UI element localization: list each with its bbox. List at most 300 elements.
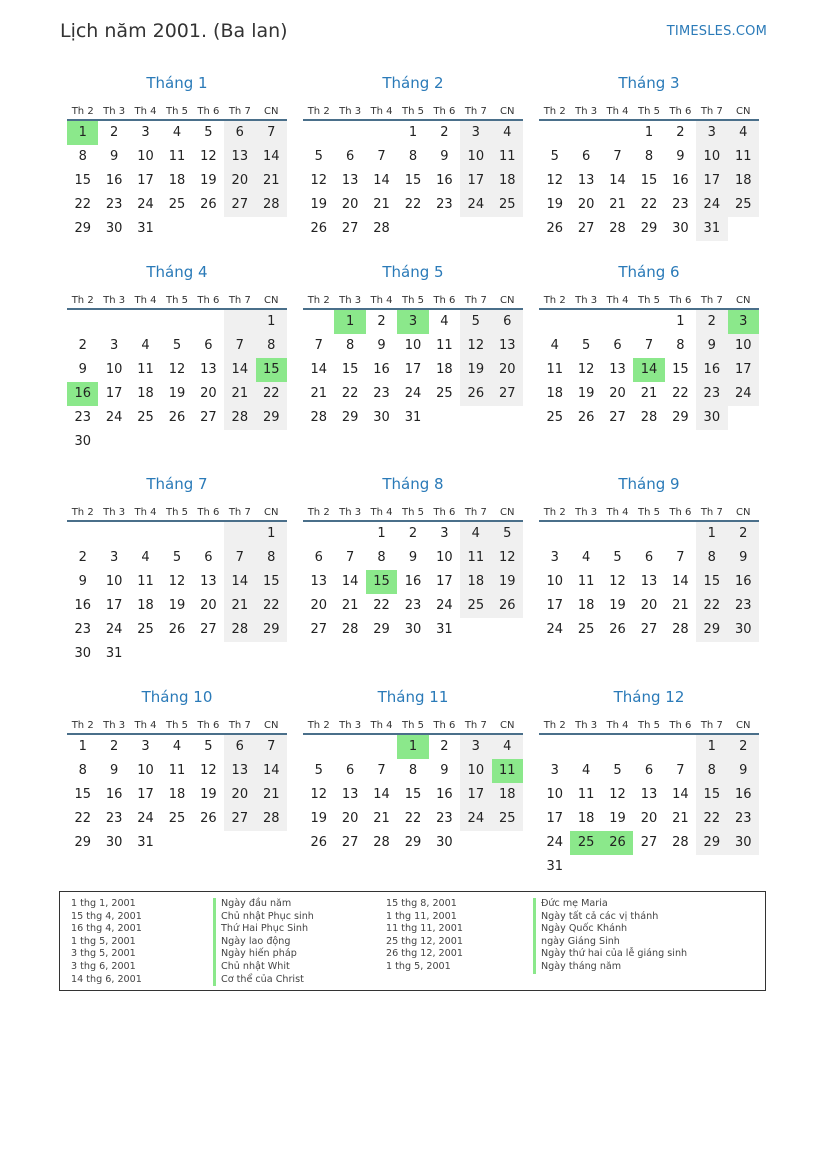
day-cell[interactable]: 22 xyxy=(341,386,359,401)
day-cell[interactable]: 18 xyxy=(137,598,154,613)
day-cell[interactable]: 14 xyxy=(224,358,255,382)
day-cell[interactable]: 11 xyxy=(577,787,595,802)
day-cell[interactable]: 24 xyxy=(728,382,759,406)
day-cell[interactable]: 12 xyxy=(310,787,327,802)
day-cell[interactable]: 2 xyxy=(728,735,759,759)
day-cell[interactable]: 20 xyxy=(609,386,626,401)
day-cell[interactable]: 10 xyxy=(137,763,154,778)
day-cell[interactable]: 9 xyxy=(377,338,386,353)
day-cell[interactable]: 9 xyxy=(109,763,119,778)
day-cell[interactable]: 10 xyxy=(105,574,123,589)
day-cell[interactable]: 8 xyxy=(78,763,87,778)
day-cell[interactable]: 2 xyxy=(440,125,449,140)
day-cell[interactable]: 13 xyxy=(224,759,255,783)
day-cell[interactable]: 11 xyxy=(728,145,759,169)
day-cell[interactable]: 31 xyxy=(105,646,123,661)
day-cell[interactable]: 9 xyxy=(676,149,685,164)
day-cell[interactable]: 23 xyxy=(105,811,123,826)
day-cell[interactable]: 1 xyxy=(644,125,654,140)
day-cell[interactable]: 10 xyxy=(105,362,123,377)
day-cell[interactable]: 1 xyxy=(67,121,98,145)
day-cell[interactable]: 30 xyxy=(436,835,453,850)
day-cell[interactable]: 27 xyxy=(577,221,595,236)
day-cell[interactable]: 6 xyxy=(492,310,523,334)
day-cell[interactable]: 9 xyxy=(78,574,87,589)
day-cell[interactable]: 3 xyxy=(397,310,428,334)
day-cell[interactable]: 5 xyxy=(492,522,523,546)
day-cell[interactable]: 15 xyxy=(696,783,727,807)
day-cell[interactable]: 21 xyxy=(672,811,689,826)
day-cell[interactable]: 8 xyxy=(377,550,386,565)
day-cell[interactable]: 6 xyxy=(581,149,591,164)
day-cell[interactable]: 10 xyxy=(696,145,727,169)
day-cell[interactable]: 29 xyxy=(74,835,91,850)
day-cell[interactable]: 19 xyxy=(609,598,626,613)
day-cell[interactable]: 4 xyxy=(460,522,491,546)
day-cell[interactable]: 7 xyxy=(224,546,255,570)
day-cell[interactable]: 18 xyxy=(168,787,186,802)
day-cell[interactable]: 12 xyxy=(577,362,595,377)
day-cell[interactable]: 12 xyxy=(310,173,327,188)
day-cell[interactable]: 17 xyxy=(105,386,123,401)
day-cell[interactable]: 6 xyxy=(644,550,654,565)
day-cell[interactable]: 13 xyxy=(224,145,255,169)
day-cell[interactable]: 22 xyxy=(373,598,390,613)
day-cell[interactable]: 19 xyxy=(200,787,217,802)
day-cell[interactable]: 17 xyxy=(728,358,759,382)
day-cell[interactable]: 18 xyxy=(577,598,595,613)
day-cell[interactable]: 28 xyxy=(256,193,287,217)
day-cell[interactable]: 4 xyxy=(581,550,591,565)
day-cell[interactable]: 12 xyxy=(492,546,523,570)
day-cell[interactable]: 21 xyxy=(640,386,658,401)
day-cell[interactable]: 9 xyxy=(696,334,727,358)
day-cell[interactable]: 27 xyxy=(224,807,255,831)
day-cell[interactable]: 10 xyxy=(436,550,453,565)
day-cell[interactable]: 1 xyxy=(256,522,287,546)
day-cell[interactable]: 3 xyxy=(440,526,449,541)
day-cell[interactable]: 29 xyxy=(404,835,422,850)
day-cell[interactable]: 2 xyxy=(78,550,87,565)
day-cell[interactable]: 21 xyxy=(224,382,255,406)
day-cell[interactable]: 12 xyxy=(609,574,626,589)
day-cell[interactable]: 20 xyxy=(200,386,217,401)
day-cell[interactable]: 29 xyxy=(640,221,658,236)
day-cell[interactable]: 7 xyxy=(256,121,287,145)
day-cell[interactable]: 14 xyxy=(256,145,287,169)
day-cell[interactable]: 28 xyxy=(256,807,287,831)
day-cell[interactable]: 5 xyxy=(204,739,213,754)
day-cell[interactable]: 23 xyxy=(436,197,453,212)
day-cell[interactable]: 30 xyxy=(672,221,689,236)
day-cell[interactable]: 9 xyxy=(440,763,449,778)
day-cell[interactable]: 3 xyxy=(460,121,491,145)
day-cell[interactable]: 2 xyxy=(109,125,119,140)
day-cell[interactable]: 28 xyxy=(373,835,390,850)
day-cell[interactable]: 22 xyxy=(696,594,727,618)
day-cell[interactable]: 17 xyxy=(404,362,422,377)
day-cell[interactable]: 16 xyxy=(728,783,759,807)
day-cell[interactable]: 13 xyxy=(341,787,359,802)
day-cell[interactable]: 12 xyxy=(200,149,217,164)
day-cell[interactable]: 11 xyxy=(168,763,186,778)
day-cell[interactable]: 29 xyxy=(74,221,91,236)
day-cell[interactable]: 21 xyxy=(341,598,359,613)
day-cell[interactable]: 15 xyxy=(74,787,91,802)
day-cell[interactable]: 22 xyxy=(74,811,91,826)
day-cell[interactable]: 21 xyxy=(609,197,626,212)
day-cell[interactable]: 4 xyxy=(172,739,182,754)
day-cell[interactable]: 16 xyxy=(696,358,727,382)
day-cell[interactable]: 16 xyxy=(436,173,453,188)
day-cell[interactable]: 25 xyxy=(577,622,595,637)
day-cell[interactable]: 27 xyxy=(640,622,658,637)
day-cell[interactable]: 28 xyxy=(609,221,626,236)
day-cell[interactable]: 4 xyxy=(728,121,759,145)
day-cell[interactable]: 10 xyxy=(546,787,563,802)
day-cell[interactable]: 28 xyxy=(640,410,658,425)
day-cell[interactable]: 11 xyxy=(168,149,186,164)
day-cell[interactable]: 26 xyxy=(602,831,633,855)
day-cell[interactable]: 17 xyxy=(460,169,491,193)
day-cell[interactable]: 13 xyxy=(341,173,359,188)
day-cell[interactable]: 11 xyxy=(137,574,154,589)
day-cell[interactable]: 3 xyxy=(696,121,727,145)
day-cell[interactable]: 16 xyxy=(436,787,453,802)
day-cell[interactable]: 19 xyxy=(546,197,563,212)
day-cell[interactable]: 22 xyxy=(640,197,658,212)
day-cell[interactable]: 2 xyxy=(440,739,449,754)
day-cell[interactable]: 2 xyxy=(377,314,386,329)
day-cell[interactable]: 4 xyxy=(492,735,523,759)
day-cell[interactable]: 26 xyxy=(310,835,327,850)
day-cell[interactable]: 23 xyxy=(74,410,91,425)
day-cell[interactable]: 13 xyxy=(310,574,327,589)
day-cell[interactable]: 12 xyxy=(609,787,626,802)
day-cell[interactable]: 23 xyxy=(105,197,123,212)
day-cell[interactable]: 26 xyxy=(200,197,217,212)
day-cell[interactable]: 11 xyxy=(577,574,595,589)
day-cell[interactable]: 24 xyxy=(546,622,563,637)
day-cell[interactable]: 22 xyxy=(74,197,91,212)
day-cell[interactable]: 15 xyxy=(256,358,287,382)
day-cell[interactable]: 7 xyxy=(377,763,386,778)
day-cell[interactable]: 16 xyxy=(672,173,689,188)
day-cell[interactable]: 1 xyxy=(696,735,727,759)
day-cell[interactable]: 15 xyxy=(341,362,359,377)
day-cell[interactable]: 26 xyxy=(200,811,217,826)
day-cell[interactable]: 23 xyxy=(728,594,759,618)
day-cell[interactable]: 15 xyxy=(404,173,422,188)
day-cell[interactable]: 8 xyxy=(408,149,418,164)
day-cell[interactable]: 21 xyxy=(310,386,327,401)
day-cell[interactable]: 30 xyxy=(74,434,91,449)
day-cell[interactable]: 3 xyxy=(728,310,759,334)
day-cell[interactable]: 9 xyxy=(728,546,759,570)
day-cell[interactable]: 13 xyxy=(609,362,626,377)
day-cell[interactable]: 4 xyxy=(581,763,591,778)
day-cell[interactable]: 5 xyxy=(613,763,622,778)
day-cell[interactable]: 18 xyxy=(728,169,759,193)
day-cell[interactable]: 15 xyxy=(696,570,727,594)
day-cell[interactable]: 24 xyxy=(546,835,563,850)
day-cell[interactable]: 2 xyxy=(408,526,418,541)
day-cell[interactable]: 5 xyxy=(613,550,622,565)
day-cell[interactable]: 23 xyxy=(373,386,390,401)
day-cell[interactable]: 4 xyxy=(141,550,150,565)
day-cell[interactable]: 20 xyxy=(224,169,255,193)
day-cell[interactable]: 19 xyxy=(310,811,327,826)
day-cell[interactable]: 27 xyxy=(640,835,658,850)
day-cell[interactable]: 1 xyxy=(676,314,685,329)
day-cell[interactable]: 26 xyxy=(546,221,563,236)
day-cell[interactable]: 2 xyxy=(696,310,727,334)
day-cell[interactable]: 5 xyxy=(172,338,182,353)
day-cell[interactable]: 5 xyxy=(550,149,559,164)
day-cell[interactable]: 30 xyxy=(728,831,759,855)
day-cell[interactable]: 14 xyxy=(373,787,390,802)
day-cell[interactable]: 21 xyxy=(224,594,255,618)
day-cell[interactable]: 14 xyxy=(310,362,327,377)
day-cell[interactable]: 10 xyxy=(137,149,154,164)
day-cell[interactable]: 24 xyxy=(696,193,727,217)
site-logo[interactable]: TIMESLES.COM xyxy=(666,24,767,39)
day-cell[interactable]: 19 xyxy=(577,386,595,401)
day-cell[interactable]: 18 xyxy=(492,169,523,193)
day-cell[interactable]: 17 xyxy=(137,787,154,802)
day-cell[interactable]: 27 xyxy=(200,410,217,425)
day-cell[interactable]: 25 xyxy=(168,811,186,826)
day-cell[interactable]: 27 xyxy=(224,193,255,217)
day-cell[interactable]: 30 xyxy=(105,835,123,850)
day-cell[interactable]: 20 xyxy=(640,598,658,613)
day-cell[interactable]: 30 xyxy=(696,406,727,430)
day-cell[interactable]: 27 xyxy=(200,622,217,637)
day-cell[interactable]: 24 xyxy=(105,622,123,637)
day-cell[interactable]: 14 xyxy=(609,173,626,188)
day-cell[interactable]: 17 xyxy=(460,783,491,807)
day-cell[interactable]: 4 xyxy=(440,314,449,329)
day-cell[interactable]: 1 xyxy=(397,735,428,759)
day-cell[interactable]: 28 xyxy=(672,622,689,637)
day-cell[interactable]: 29 xyxy=(341,410,359,425)
day-cell[interactable]: 5 xyxy=(204,125,213,140)
day-cell[interactable]: 23 xyxy=(696,382,727,406)
day-cell[interactable]: 12 xyxy=(460,334,491,358)
day-cell[interactable]: 14 xyxy=(672,574,689,589)
day-cell[interactable]: 15 xyxy=(256,570,287,594)
day-cell[interactable]: 5 xyxy=(314,763,323,778)
day-cell[interactable]: 26 xyxy=(460,382,491,406)
day-cell[interactable]: 20 xyxy=(492,358,523,382)
day-cell[interactable]: 28 xyxy=(373,221,390,236)
day-cell[interactable]: 18 xyxy=(546,386,563,401)
day-cell[interactable]: 26 xyxy=(168,410,186,425)
day-cell[interactable]: 25 xyxy=(492,193,523,217)
day-cell[interactable]: 27 xyxy=(492,382,523,406)
day-cell[interactable]: 31 xyxy=(436,622,453,637)
day-cell[interactable]: 14 xyxy=(341,574,359,589)
day-cell[interactable]: 4 xyxy=(492,121,523,145)
day-cell[interactable]: 2 xyxy=(78,338,87,353)
day-cell[interactable]: 31 xyxy=(696,217,727,241)
day-cell[interactable]: 18 xyxy=(168,173,186,188)
day-cell[interactable]: 2 xyxy=(728,522,759,546)
day-cell[interactable]: 12 xyxy=(200,763,217,778)
day-cell[interactable]: 31 xyxy=(546,859,563,874)
day-cell[interactable]: 14 xyxy=(633,358,664,382)
day-cell[interactable]: 25 xyxy=(492,807,523,831)
day-cell[interactable]: 30 xyxy=(404,622,422,637)
day-cell[interactable]: 11 xyxy=(460,546,491,570)
day-cell[interactable]: 14 xyxy=(373,173,390,188)
day-cell[interactable]: 20 xyxy=(310,598,327,613)
day-cell[interactable]: 16 xyxy=(404,574,422,589)
day-cell[interactable]: 13 xyxy=(492,334,523,358)
day-cell[interactable]: 8 xyxy=(78,149,87,164)
day-cell[interactable]: 28 xyxy=(672,835,689,850)
day-cell[interactable]: 19 xyxy=(609,811,626,826)
day-cell[interactable]: 6 xyxy=(644,763,654,778)
day-cell[interactable]: 31 xyxy=(137,221,154,236)
day-cell[interactable]: 21 xyxy=(672,598,689,613)
day-cell[interactable]: 22 xyxy=(672,386,689,401)
day-cell[interactable]: 18 xyxy=(460,570,491,594)
day-cell[interactable]: 16 xyxy=(373,362,390,377)
day-cell[interactable]: 21 xyxy=(256,169,287,193)
day-cell[interactable]: 20 xyxy=(341,811,359,826)
day-cell[interactable]: 19 xyxy=(200,173,217,188)
day-cell[interactable]: 16 xyxy=(105,173,123,188)
day-cell[interactable]: 13 xyxy=(640,574,658,589)
day-cell[interactable]: 28 xyxy=(224,406,255,430)
day-cell[interactable]: 11 xyxy=(436,338,453,353)
day-cell[interactable]: 13 xyxy=(577,173,595,188)
day-cell[interactable]: 27 xyxy=(341,835,359,850)
day-cell[interactable]: 3 xyxy=(109,550,119,565)
day-cell[interactable]: 5 xyxy=(172,550,182,565)
day-cell[interactable]: 17 xyxy=(105,598,123,613)
day-cell[interactable]: 1 xyxy=(377,526,386,541)
day-cell[interactable]: 27 xyxy=(310,622,327,637)
day-cell[interactable]: 18 xyxy=(137,386,154,401)
day-cell[interactable]: 14 xyxy=(224,570,255,594)
day-cell[interactable]: 13 xyxy=(640,787,658,802)
day-cell[interactable]: 13 xyxy=(200,362,217,377)
day-cell[interactable]: 10 xyxy=(460,145,491,169)
day-cell[interactable]: 15 xyxy=(404,787,422,802)
day-cell[interactable]: 25 xyxy=(436,386,453,401)
day-cell[interactable]: 15 xyxy=(672,362,689,377)
day-cell[interactable]: 4 xyxy=(172,125,182,140)
day-cell[interactable]: 26 xyxy=(492,594,523,618)
day-cell[interactable]: 19 xyxy=(310,197,327,212)
day-cell[interactable]: 1 xyxy=(78,739,87,754)
day-cell[interactable]: 8 xyxy=(345,338,355,353)
day-cell[interactable]: 24 xyxy=(137,197,154,212)
day-cell[interactable]: 29 xyxy=(256,406,287,430)
day-cell[interactable]: 17 xyxy=(546,811,563,826)
day-cell[interactable]: 8 xyxy=(256,334,287,358)
day-cell[interactable]: 6 xyxy=(314,550,323,565)
day-cell[interactable]: 12 xyxy=(546,173,563,188)
day-cell[interactable]: 16 xyxy=(74,598,91,613)
day-cell[interactable]: 12 xyxy=(168,362,186,377)
day-cell[interactable]: 25 xyxy=(168,197,186,212)
day-cell[interactable]: 1 xyxy=(408,125,418,140)
day-cell[interactable]: 3 xyxy=(109,338,119,353)
day-cell[interactable]: 20 xyxy=(341,197,359,212)
day-cell[interactable]: 7 xyxy=(644,338,654,353)
day-cell[interactable]: 15 xyxy=(74,173,91,188)
day-cell[interactable]: 22 xyxy=(696,807,727,831)
day-cell[interactable]: 9 xyxy=(440,149,449,164)
day-cell[interactable]: 8 xyxy=(256,546,287,570)
day-cell[interactable]: 17 xyxy=(137,173,154,188)
day-cell[interactable]: 3 xyxy=(141,125,150,140)
day-cell[interactable]: 29 xyxy=(672,410,689,425)
day-cell[interactable]: 16 xyxy=(105,787,123,802)
day-cell[interactable]: 6 xyxy=(204,550,213,565)
day-cell[interactable]: 23 xyxy=(672,197,689,212)
day-cell[interactable]: 8 xyxy=(644,149,654,164)
day-cell[interactable]: 5 xyxy=(460,310,491,334)
day-cell[interactable]: 22 xyxy=(404,811,422,826)
day-cell[interactable]: 6 xyxy=(224,121,255,145)
day-cell[interactable]: 5 xyxy=(314,149,323,164)
day-cell[interactable]: 17 xyxy=(546,598,563,613)
day-cell[interactable]: 27 xyxy=(341,221,359,236)
day-cell[interactable]: 29 xyxy=(696,618,727,642)
day-cell[interactable]: 15 xyxy=(366,570,397,594)
day-cell[interactable]: 7 xyxy=(314,338,323,353)
day-cell[interactable]: 8 xyxy=(676,338,685,353)
day-cell[interactable]: 7 xyxy=(377,149,386,164)
day-cell[interactable]: 16 xyxy=(728,570,759,594)
day-cell[interactable]: 26 xyxy=(168,622,186,637)
day-cell[interactable]: 23 xyxy=(74,622,91,637)
day-cell[interactable]: 30 xyxy=(373,410,390,425)
day-cell[interactable]: 11 xyxy=(546,362,563,377)
day-cell[interactable]: 20 xyxy=(224,783,255,807)
day-cell[interactable]: 24 xyxy=(137,811,154,826)
day-cell[interactable]: 31 xyxy=(137,835,154,850)
day-cell[interactable]: 1 xyxy=(334,310,365,334)
day-cell[interactable]: 27 xyxy=(609,410,626,425)
day-cell[interactable]: 22 xyxy=(256,382,287,406)
day-cell[interactable]: 7 xyxy=(676,763,685,778)
day-cell[interactable]: 11 xyxy=(492,759,523,783)
day-cell[interactable]: 17 xyxy=(696,169,727,193)
day-cell[interactable]: 6 xyxy=(345,763,355,778)
day-cell[interactable]: 24 xyxy=(105,410,123,425)
day-cell[interactable]: 25 xyxy=(728,193,759,217)
day-cell[interactable]: 25 xyxy=(460,594,491,618)
day-cell[interactable]: 1 xyxy=(696,522,727,546)
day-cell[interactable]: 12 xyxy=(168,574,186,589)
day-cell[interactable]: 20 xyxy=(577,197,595,212)
day-cell[interactable]: 16 xyxy=(67,382,98,406)
day-cell[interactable]: 25 xyxy=(570,831,601,855)
day-cell[interactable]: 26 xyxy=(310,221,327,236)
day-cell[interactable]: 9 xyxy=(408,550,418,565)
day-cell[interactable]: 22 xyxy=(404,197,422,212)
day-cell[interactable]: 9 xyxy=(109,149,119,164)
day-cell[interactable]: 7 xyxy=(224,334,255,358)
day-cell[interactable]: 11 xyxy=(492,145,523,169)
day-cell[interactable]: 26 xyxy=(577,410,595,425)
day-cell[interactable]: 4 xyxy=(550,338,559,353)
